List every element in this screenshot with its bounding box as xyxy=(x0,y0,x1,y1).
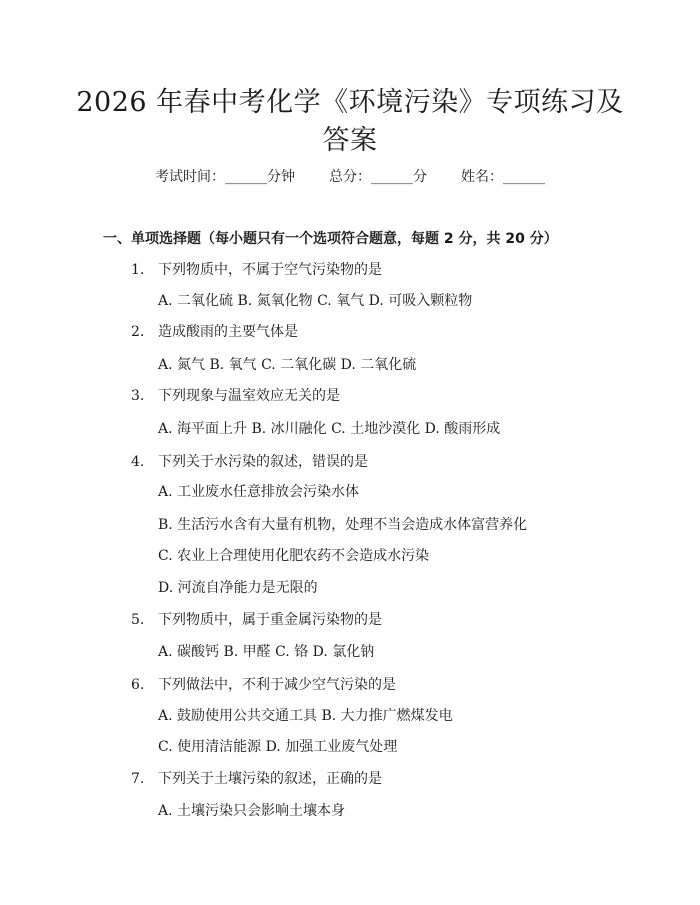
section-heading-single-choice: 一、单项选择题（每小题只有一个选项符合题意，每题 2 分，共 20 分） xyxy=(103,231,558,247)
question-options: A. 海平面上升 B. 冰川融化 C. 土地沙漠化 D. 酸雨形成 xyxy=(158,421,501,437)
question-stem xyxy=(131,609,382,631)
question-text: 下列物质中，不属于空气污染物的是 xyxy=(158,262,382,278)
exam-info-line xyxy=(0,166,700,188)
question-text: 下列做法中，不利于减少空气污染的是 xyxy=(158,677,396,693)
question-option: C. 使用清洁能源 D. 加强工业废气处理 xyxy=(158,739,398,755)
question-options: A. 氮气 B. 氧气 C. 二氧化碳 D. 二氧化硫 xyxy=(158,357,417,373)
question-text: 下列关于水污染的叙述，错误的是 xyxy=(158,454,368,470)
question-text: 造成酸雨的主要气体是 xyxy=(158,324,298,340)
question-option: A. 鼓励使用公共交通工具 B. 大力推广燃煤发电 xyxy=(158,708,453,724)
question-option: A. 土壤污染只会影响土壤本身 xyxy=(158,803,346,819)
question-stem xyxy=(131,451,368,473)
page-title-line-2: 答案 xyxy=(322,125,378,156)
question-stem xyxy=(131,321,298,343)
question-stem xyxy=(131,385,340,407)
question-option: D. 河流自净能力是无限的 xyxy=(158,580,318,596)
question-number: 2. xyxy=(131,324,145,340)
question-stem xyxy=(131,259,382,281)
question-text: 下列物质中，属于重金属污染物的是 xyxy=(158,612,382,628)
question-number: 4. xyxy=(131,454,145,470)
question-options: A. 碳酸钙 B. 甲醛 C. 铬 D. 氯化钠 xyxy=(158,644,375,660)
page-title-line-1: 2026 年春中考化学《环境污染》专项练习及 xyxy=(76,87,624,118)
question-number: 1. xyxy=(131,262,145,278)
question-stem xyxy=(131,768,382,790)
question-number: 5. xyxy=(131,612,145,628)
question-text: 下列关于土壤污染的叙述，正确的是 xyxy=(158,771,382,787)
question-option: A. 工业废水任意排放会污染水体 xyxy=(158,484,360,500)
question-text: 下列现象与温室效应无关的是 xyxy=(158,388,340,404)
question-number: 6. xyxy=(131,677,145,693)
question-stem xyxy=(131,674,396,696)
exam-time-field: 考试时间：______分钟 xyxy=(155,169,295,185)
question-number: 7. xyxy=(131,771,145,787)
question-option: C. 农业上合理使用化肥农药不会造成水污染 xyxy=(158,548,430,564)
question-number: 3. xyxy=(131,388,145,404)
question-options: A. 二氧化硫 B. 氮氧化物 C. 氧气 D. 可吸入颗粒物 xyxy=(158,293,473,309)
question-option: B. 生活污水含有大量有机物，处理不当会造成水体富营养化 xyxy=(158,517,528,533)
total-score-field: 总分：______分 xyxy=(329,169,427,185)
student-name-field: 姓名：______ xyxy=(461,169,545,185)
